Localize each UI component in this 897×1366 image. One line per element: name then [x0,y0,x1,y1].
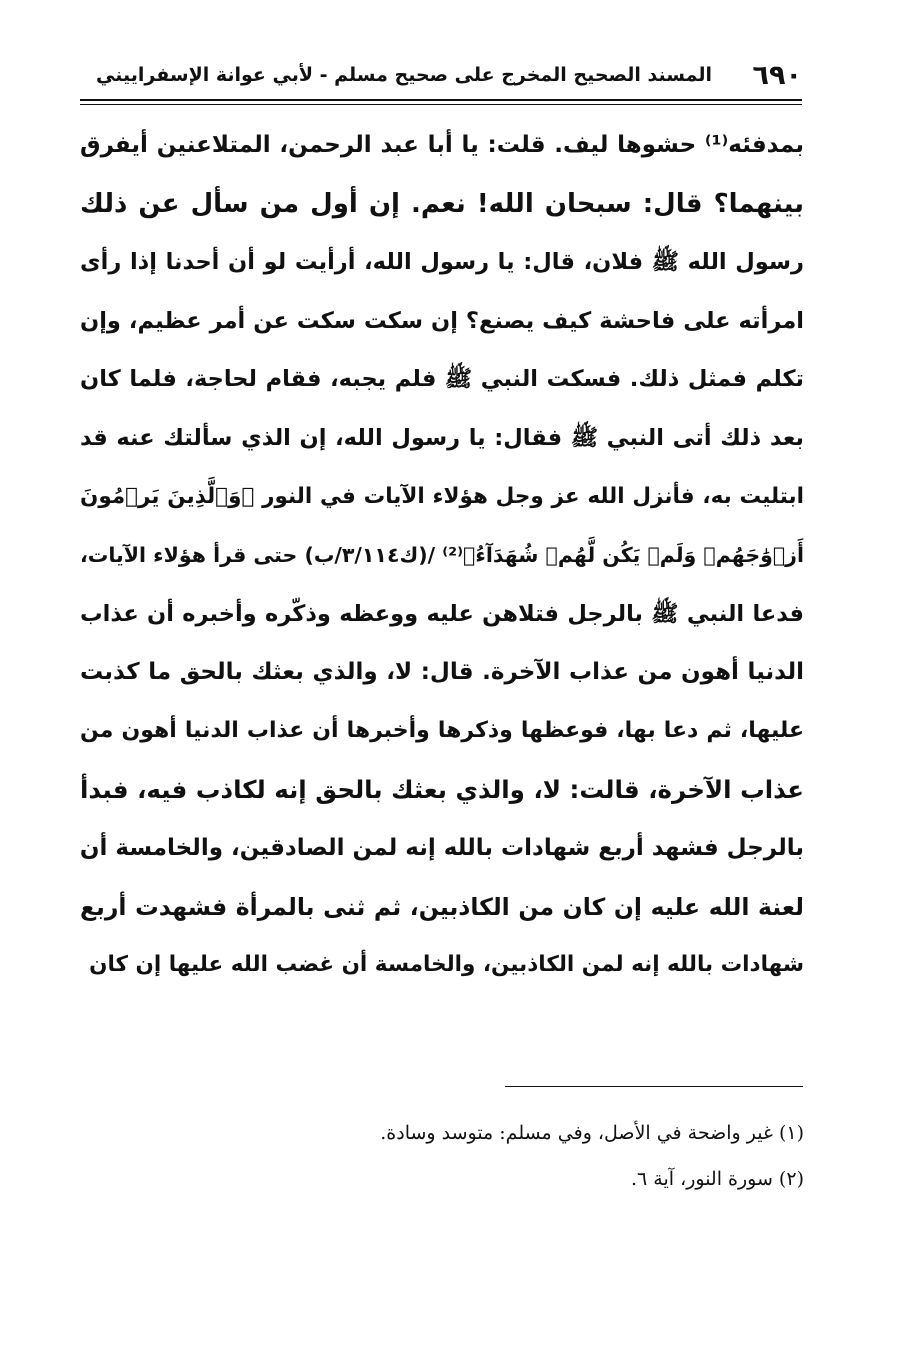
text-line: شهادات بالله إنه لمن الكاذبين، والخامسة أن غضب الله عليها إن كان [89,952,804,978]
text-line: بالرجل فشهد أربع شهادات بالله إنه لمن الصادقين، والخامسة أن [80,835,804,862]
footnote-1: (١) غير واضحة في الأصل، وفي مسلم: متوسد وسادة. [380,1122,804,1144]
text-line: عذاب الآخرة، قالت: لا، والذي بعثك بالحق إنه لكاذب فيه، فبدأ [80,774,804,804]
footnote-separator [505,1086,803,1087]
footnote-2: (٢) سورة النور، آية ٦. [630,1168,804,1190]
text-line: رسول الله ﷺ فلان، قال: يا رسول الله، أرأيت لو أن أحدنا إذا رأى [80,249,804,276]
text-line: الدنيا أهون من عذاب الآخرة. قال: لا، والذي بعثك بالحق ما كذبت [80,659,804,686]
header-rule [80,99,802,101]
header-rule-thin [80,104,802,105]
page-number: ٦٩٠ [752,60,802,91]
running-title: المسند الصحيح المخرج على صحيح مسلم - لأبي عوانة الإسفراييني [96,64,712,86]
text-line: أَزۡوَٰجَهُمۡ وَلَمۡ يَكُن لَّهُمۡ شُهَدَآءُ﴾⁽²⁾ /(ك٣/١١٤/ب) حتى قرأ هؤلاء الآيات، [80,543,804,568]
text-line: عليها، ثم دعا بها، فوعظها وذكرها وأخبرها أن عذاب الدنيا أهون من [80,717,804,743]
page-header [80,58,802,98]
text-line: تكلم فمثل ذلك. فسكت النبي ﷺ فلم يجبه، فقام لحاجة، فلما كان [80,366,804,393]
text-line: بمدفئه⁽¹⁾ حشوها ليف. قلت: يا أبا عبد الرحمن، المتلاعنين أيفرق [80,132,804,158]
text-line: لعنة الله عليه إن كان من الكاذبين، ثم ثنى بالمرأة فشهدت أربع [80,892,804,921]
text-line: بعد ذلك أتى النبي ﷺ فقال: يا رسول الله، إن الذي سألتك عنه قد [80,424,804,451]
text-line: فدعا النبي ﷺ بالرجل فتلاهن عليه ووعظه وذكّره وأخبره أن عذاب [80,600,804,627]
footnotes [80,1110,804,1202]
body-text [80,116,804,995]
text-line: امرأته على فاحشة كيف يصنع؟ إن سكت سكت عن أمر عظيم، وإن [80,307,804,334]
text-line: بينهما؟ قال: سبحان الله! نعم. إن أول من سأل عن ذلك [80,188,804,219]
text-line: ابتليت به، فأنزل الله عز وجل هؤلاء الآيات في النور ﴿وَٱلَّذِينَ يَرۡمُونَ [80,483,804,509]
